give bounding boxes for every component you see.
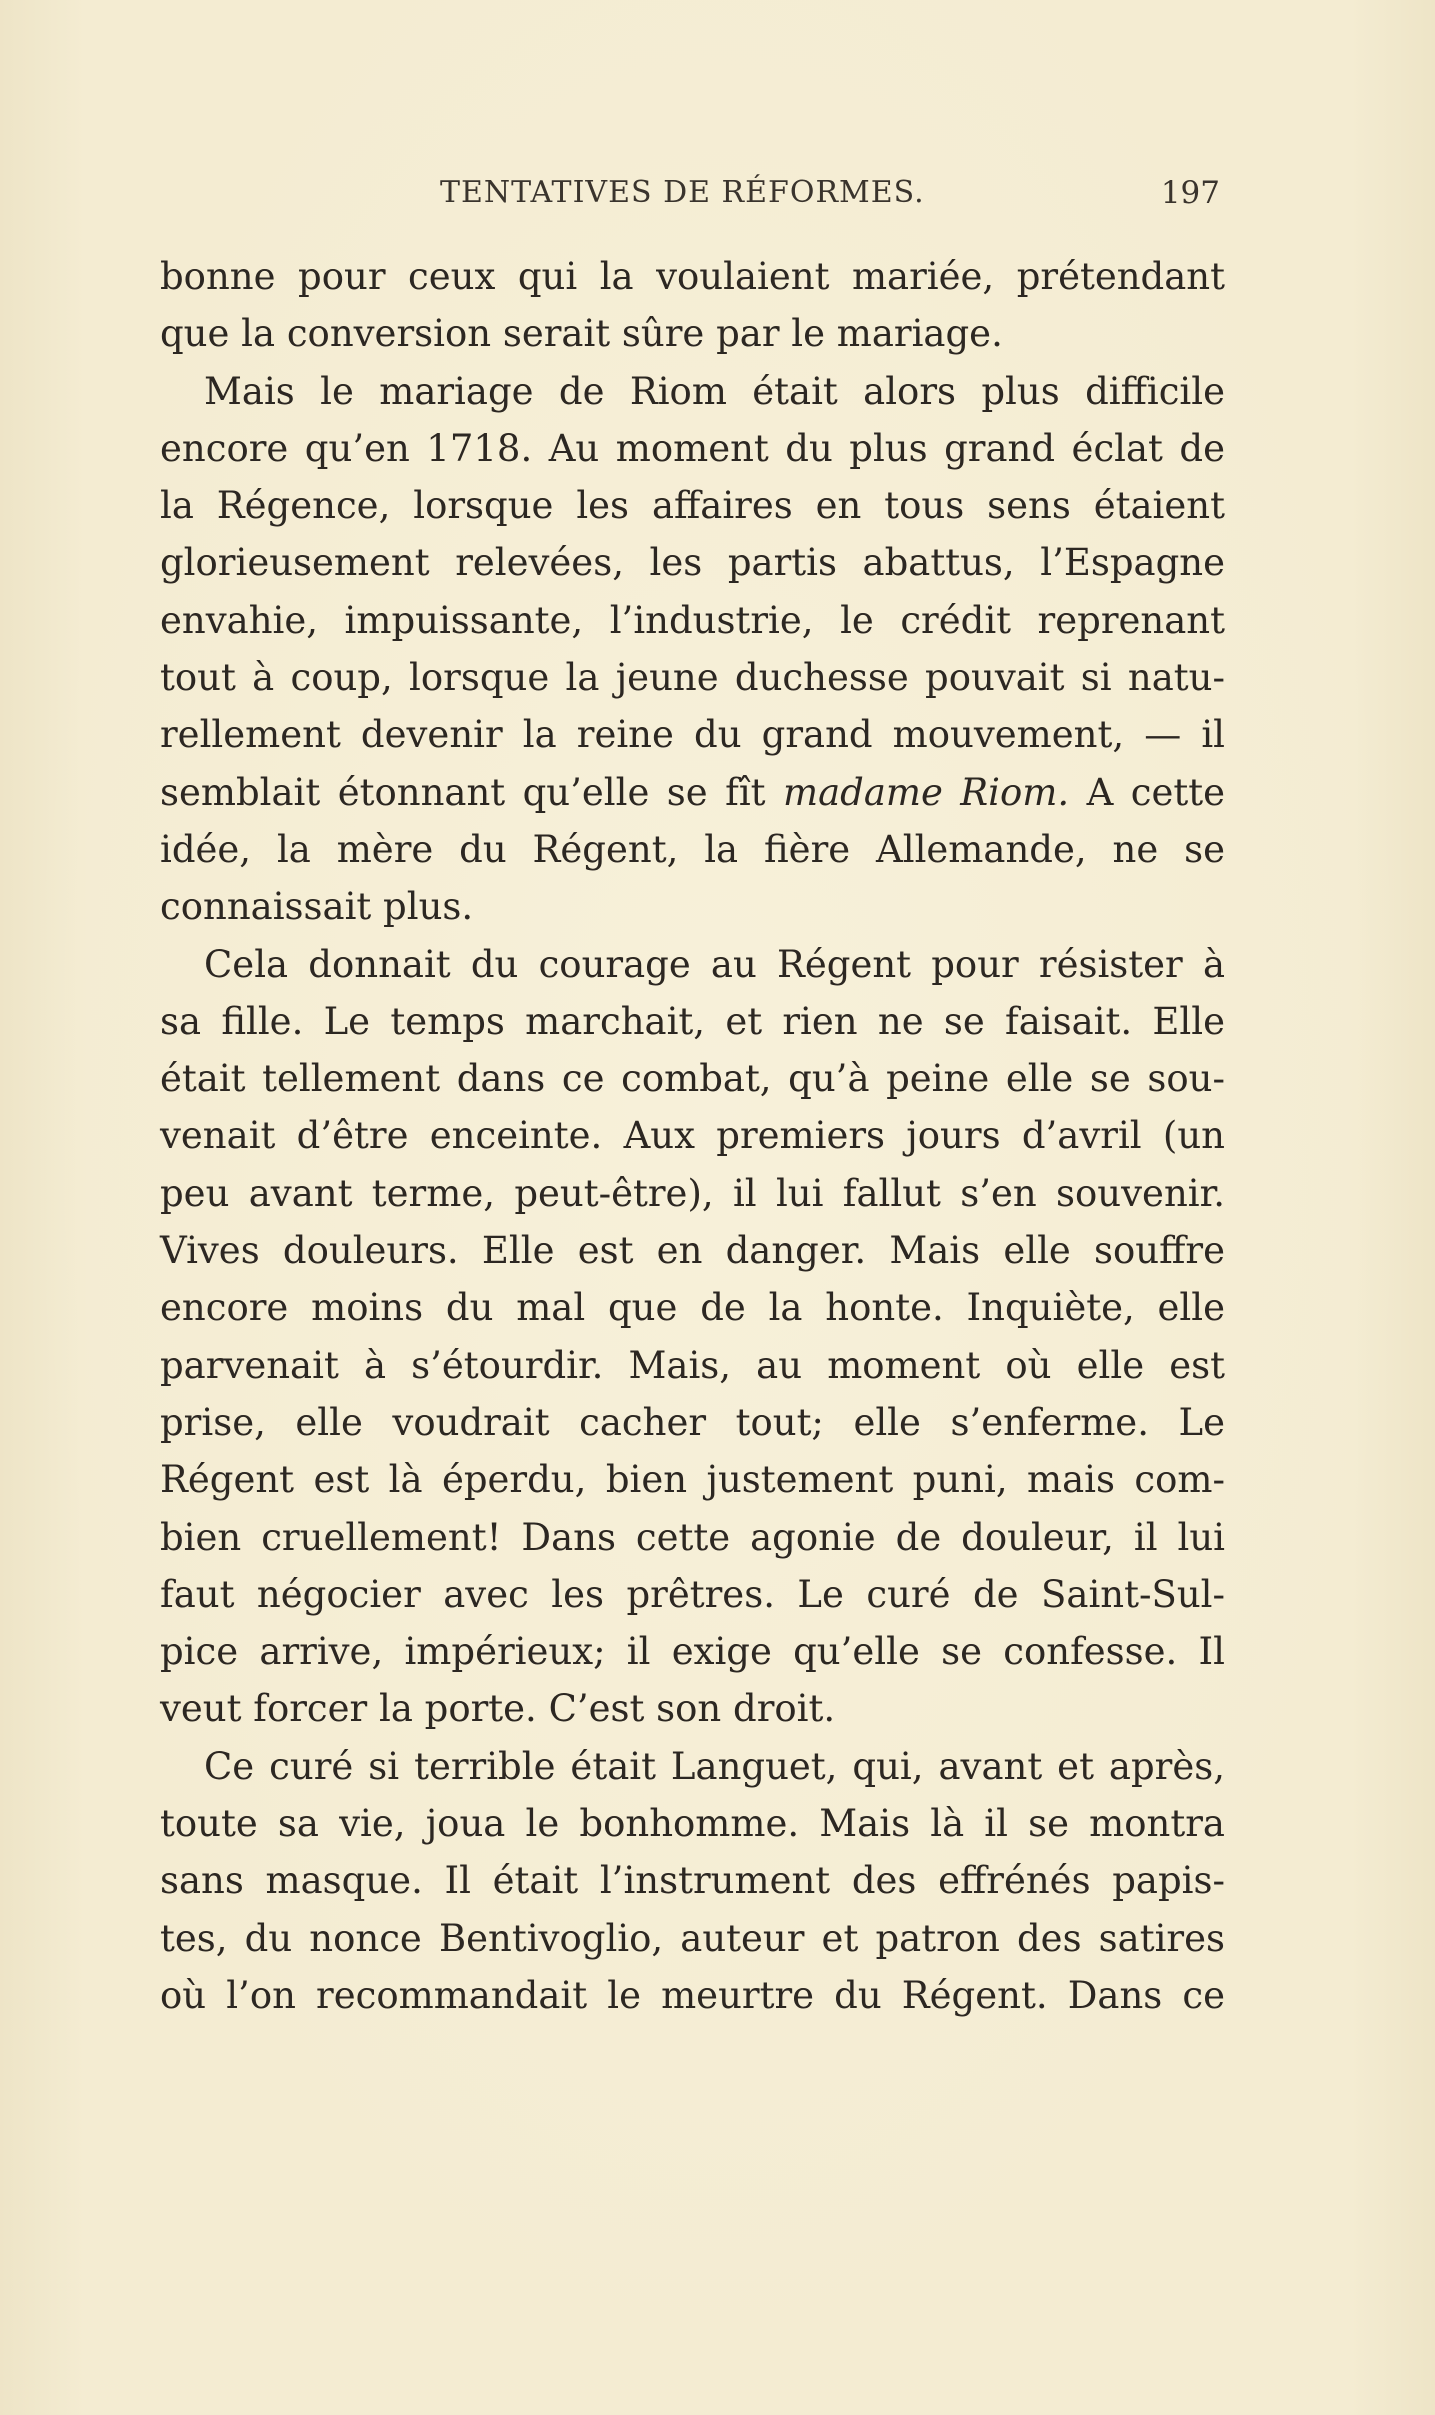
text-line: venait d’être enceinte. Aux premiers jours d’avril (un: [160, 1114, 1225, 1158]
text-line: tout à coup, lorsque la jeune duchesse pouvait si natu-: [160, 656, 1225, 700]
text-line: bien cruellement! Dans cette agonie de douleur, il lui: [160, 1515, 1225, 1559]
text-line: tes, du nonce Bentivoglio, auteur et patron des satires: [160, 1916, 1225, 1960]
text-line: toute sa vie, joua le bonhomme. Mais là il se montra: [160, 1802, 1225, 1846]
text-line: Régent est là éperdu, bien justement puni, mais com-: [160, 1458, 1225, 1502]
text-line: où l’on recommandait le meurtre du Régent. Dans ce: [160, 1973, 1225, 2017]
text-line: envahie, impuissante, l’industrie, le crédit reprenant: [160, 598, 1225, 642]
text-line: Vives douleurs. Elle est en danger. Mais elle souffre: [160, 1229, 1225, 1273]
text-line: Mais le mariage de Riom était alors plus difficile: [204, 369, 1225, 413]
text-line: rellement devenir la reine du grand mouvement, — il: [160, 713, 1225, 757]
text-line: [160, 764, 1225, 821]
text-line: prise, elle voudrait cacher tout; elle s’enferme. Le: [160, 1400, 1225, 1444]
text-line: Ce curé si terrible était Languet, qui, avant et après,: [204, 1744, 1225, 1788]
text-line: bonne pour ceux qui la voulaient mariée, prétendant: [160, 255, 1225, 298]
text-line: peu avant terme, peut-être), il lui fallut s’en souvenir.: [160, 1171, 1225, 1215]
text-line: idée, la mère du Régent, la fière Allemande, ne se: [160, 827, 1225, 871]
body-text: [160, 248, 1225, 2024]
text-line: glorieusement relevées, les partis abattus, l’Espagne: [160, 541, 1225, 585]
page-number: 197: [1160, 175, 1220, 211]
text-line: encore moins du mal que de la honte. Inquiète, elle: [160, 1286, 1225, 1330]
text-line: encore qu’en 1718. Au moment du plus grand éclat de: [160, 426, 1225, 470]
text-line: sans masque. Il était l’instrument des effrénés papis-: [160, 1859, 1225, 1903]
text-line: que la conversion serait sûre par le mariage.: [160, 312, 1003, 356]
running-head: [160, 175, 1220, 215]
text-run: A cette: [1069, 770, 1225, 814]
text-line: sa fille. Le temps marchait, et rien ne se faisait. Elle: [160, 999, 1225, 1043]
text-line: pice arrive, impérieux; il exige qu’elle se confesse. Il: [160, 1630, 1225, 1674]
text-run: semblait étonnant qu’elle se fît: [160, 770, 783, 814]
text-line: parvenait à s’étourdir. Mais, au moment où elle est: [160, 1343, 1225, 1387]
text-line: connaissait plus.: [160, 885, 474, 929]
text-line: la Régence, lorsque les affaires en tous sens étaient: [160, 484, 1225, 528]
text-line: Cela donnait du courage au Régent pour résister à: [204, 942, 1225, 986]
running-title: TENTATIVES DE RÉFORMES.: [440, 175, 925, 210]
text-line: était tellement dans ce combat, qu’à peine elle se sou-: [160, 1057, 1225, 1101]
text-line: veut forcer la porte. C’est son droit.: [160, 1687, 836, 1731]
italic-run: madame Riom.: [782, 770, 1070, 814]
text-line: faut négocier avec les prêtres. Le curé de Saint-Sul-: [160, 1572, 1225, 1616]
